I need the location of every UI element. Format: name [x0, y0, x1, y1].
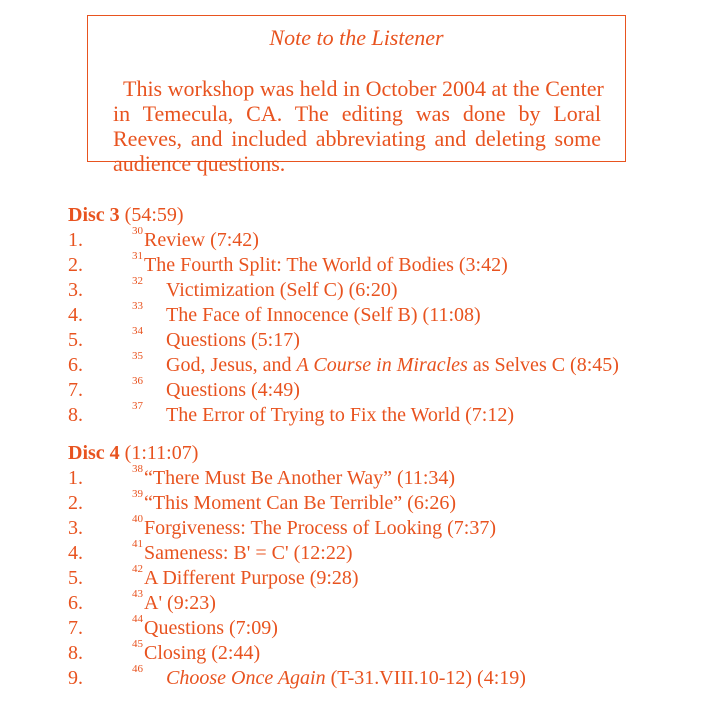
track-title — [166, 666, 526, 691]
track-title: The Error of Trying to Fix the World (7:12) — [166, 404, 514, 426]
note-line: in Temecula, CA. The editing was done by Loral — [113, 101, 601, 126]
disc-duration: (54:59) — [124, 204, 184, 226]
track-reference: 40 — [132, 513, 143, 525]
track-row — [68, 250, 508, 278]
track-row — [68, 350, 619, 378]
track-number: 6. — [68, 592, 83, 614]
note-line: audience questions. — [113, 151, 286, 176]
track-title: Sameness: B' = C' (12:22) — [144, 542, 353, 564]
track-title: A' (9:23) — [144, 592, 216, 614]
track-number: 5. — [68, 329, 83, 351]
track-number: 1. — [68, 229, 83, 251]
track-reference: 44 — [132, 613, 143, 625]
track-title: Questions (7:09) — [144, 617, 278, 639]
track-reference: 38 — [132, 463, 143, 475]
track-title: Questions (5:17) — [166, 329, 300, 351]
track-number: 2. — [68, 254, 83, 276]
track-title: Victimization (Self C) (6:20) — [166, 279, 398, 301]
track-title: The Face of Innocence (Self B) (11:08) — [166, 304, 481, 326]
track-reference: 46 — [132, 663, 143, 675]
disc-heading — [68, 203, 184, 228]
track-number: 2. — [68, 492, 83, 514]
track-reference: 42 — [132, 563, 143, 575]
note-to-listener-box — [87, 15, 626, 176]
note-body — [113, 76, 604, 176]
track-number: 5. — [68, 567, 83, 589]
track-title: A Different Purpose (9:28) — [144, 567, 359, 589]
track-title: Closing (2:44) — [144, 642, 261, 664]
track-reference: 34 — [132, 325, 143, 337]
note-title: Note to the Listener — [269, 25, 444, 50]
track-title-text: (T-31.VIII.10-12) (4:19) — [325, 667, 526, 689]
disc-duration: (1:11:07) — [124, 442, 199, 464]
note-line: Reeves, and included abbreviating and deleting some — [113, 126, 601, 151]
track-title-text: as Selves C (8:45) — [467, 354, 619, 376]
track-reference: 43 — [132, 588, 143, 600]
track-number: 1. — [68, 467, 83, 489]
track-title-italic: Choose Once Again — [166, 667, 326, 689]
track-title-italic: A Course in Miracles — [296, 354, 468, 376]
track-title: The Fourth Split: The World of Bodies (3:42) — [144, 254, 508, 276]
track-reference: 30 — [132, 225, 143, 237]
track-row — [68, 663, 526, 691]
track-reference: 33 — [132, 300, 143, 312]
track-row — [68, 225, 259, 253]
track-reference: 37 — [132, 400, 143, 412]
track-row — [68, 275, 398, 303]
track-number: 8. — [68, 404, 83, 426]
track-number: 9. — [68, 667, 83, 689]
track-number: 7. — [68, 379, 83, 401]
disc-label: Disc 3 — [68, 204, 120, 226]
track-title: Forgiveness: The Process of Looking (7:37) — [144, 517, 497, 539]
track-reference: 45 — [132, 638, 143, 650]
disc-4-section — [68, 441, 526, 691]
track-number: 6. — [68, 354, 83, 376]
track-title — [166, 353, 619, 378]
disc-3-section — [68, 203, 619, 428]
track-title-text: God, Jesus, and — [166, 354, 297, 376]
track-number: 8. — [68, 642, 83, 664]
track-number: 3. — [68, 517, 83, 539]
track-reference: 41 — [132, 538, 143, 550]
track-number: 3. — [68, 279, 83, 301]
track-reference: 36 — [132, 375, 143, 387]
track-row — [68, 325, 300, 353]
track-row — [68, 300, 481, 328]
track-title: “There Must Be Another Way” (11:34) — [144, 467, 456, 489]
track-number: 7. — [68, 617, 83, 639]
track-title: Questions (4:49) — [166, 379, 300, 401]
disc-label: Disc 4 — [68, 442, 120, 464]
track-row — [68, 400, 514, 428]
track-reference: 39 — [132, 488, 143, 500]
track-row — [68, 375, 300, 403]
track-reference: 31 — [132, 250, 143, 262]
track-number: 4. — [68, 542, 83, 564]
track-reference: 35 — [132, 350, 143, 362]
track-title: Review (7:42) — [144, 229, 259, 251]
track-title: “This Moment Can Be Terrible” (6:26) — [144, 492, 457, 514]
track-reference: 32 — [132, 275, 143, 287]
note-line: This workshop was held in October 2004 at the Center — [123, 76, 604, 101]
track-number: 4. — [68, 304, 83, 326]
